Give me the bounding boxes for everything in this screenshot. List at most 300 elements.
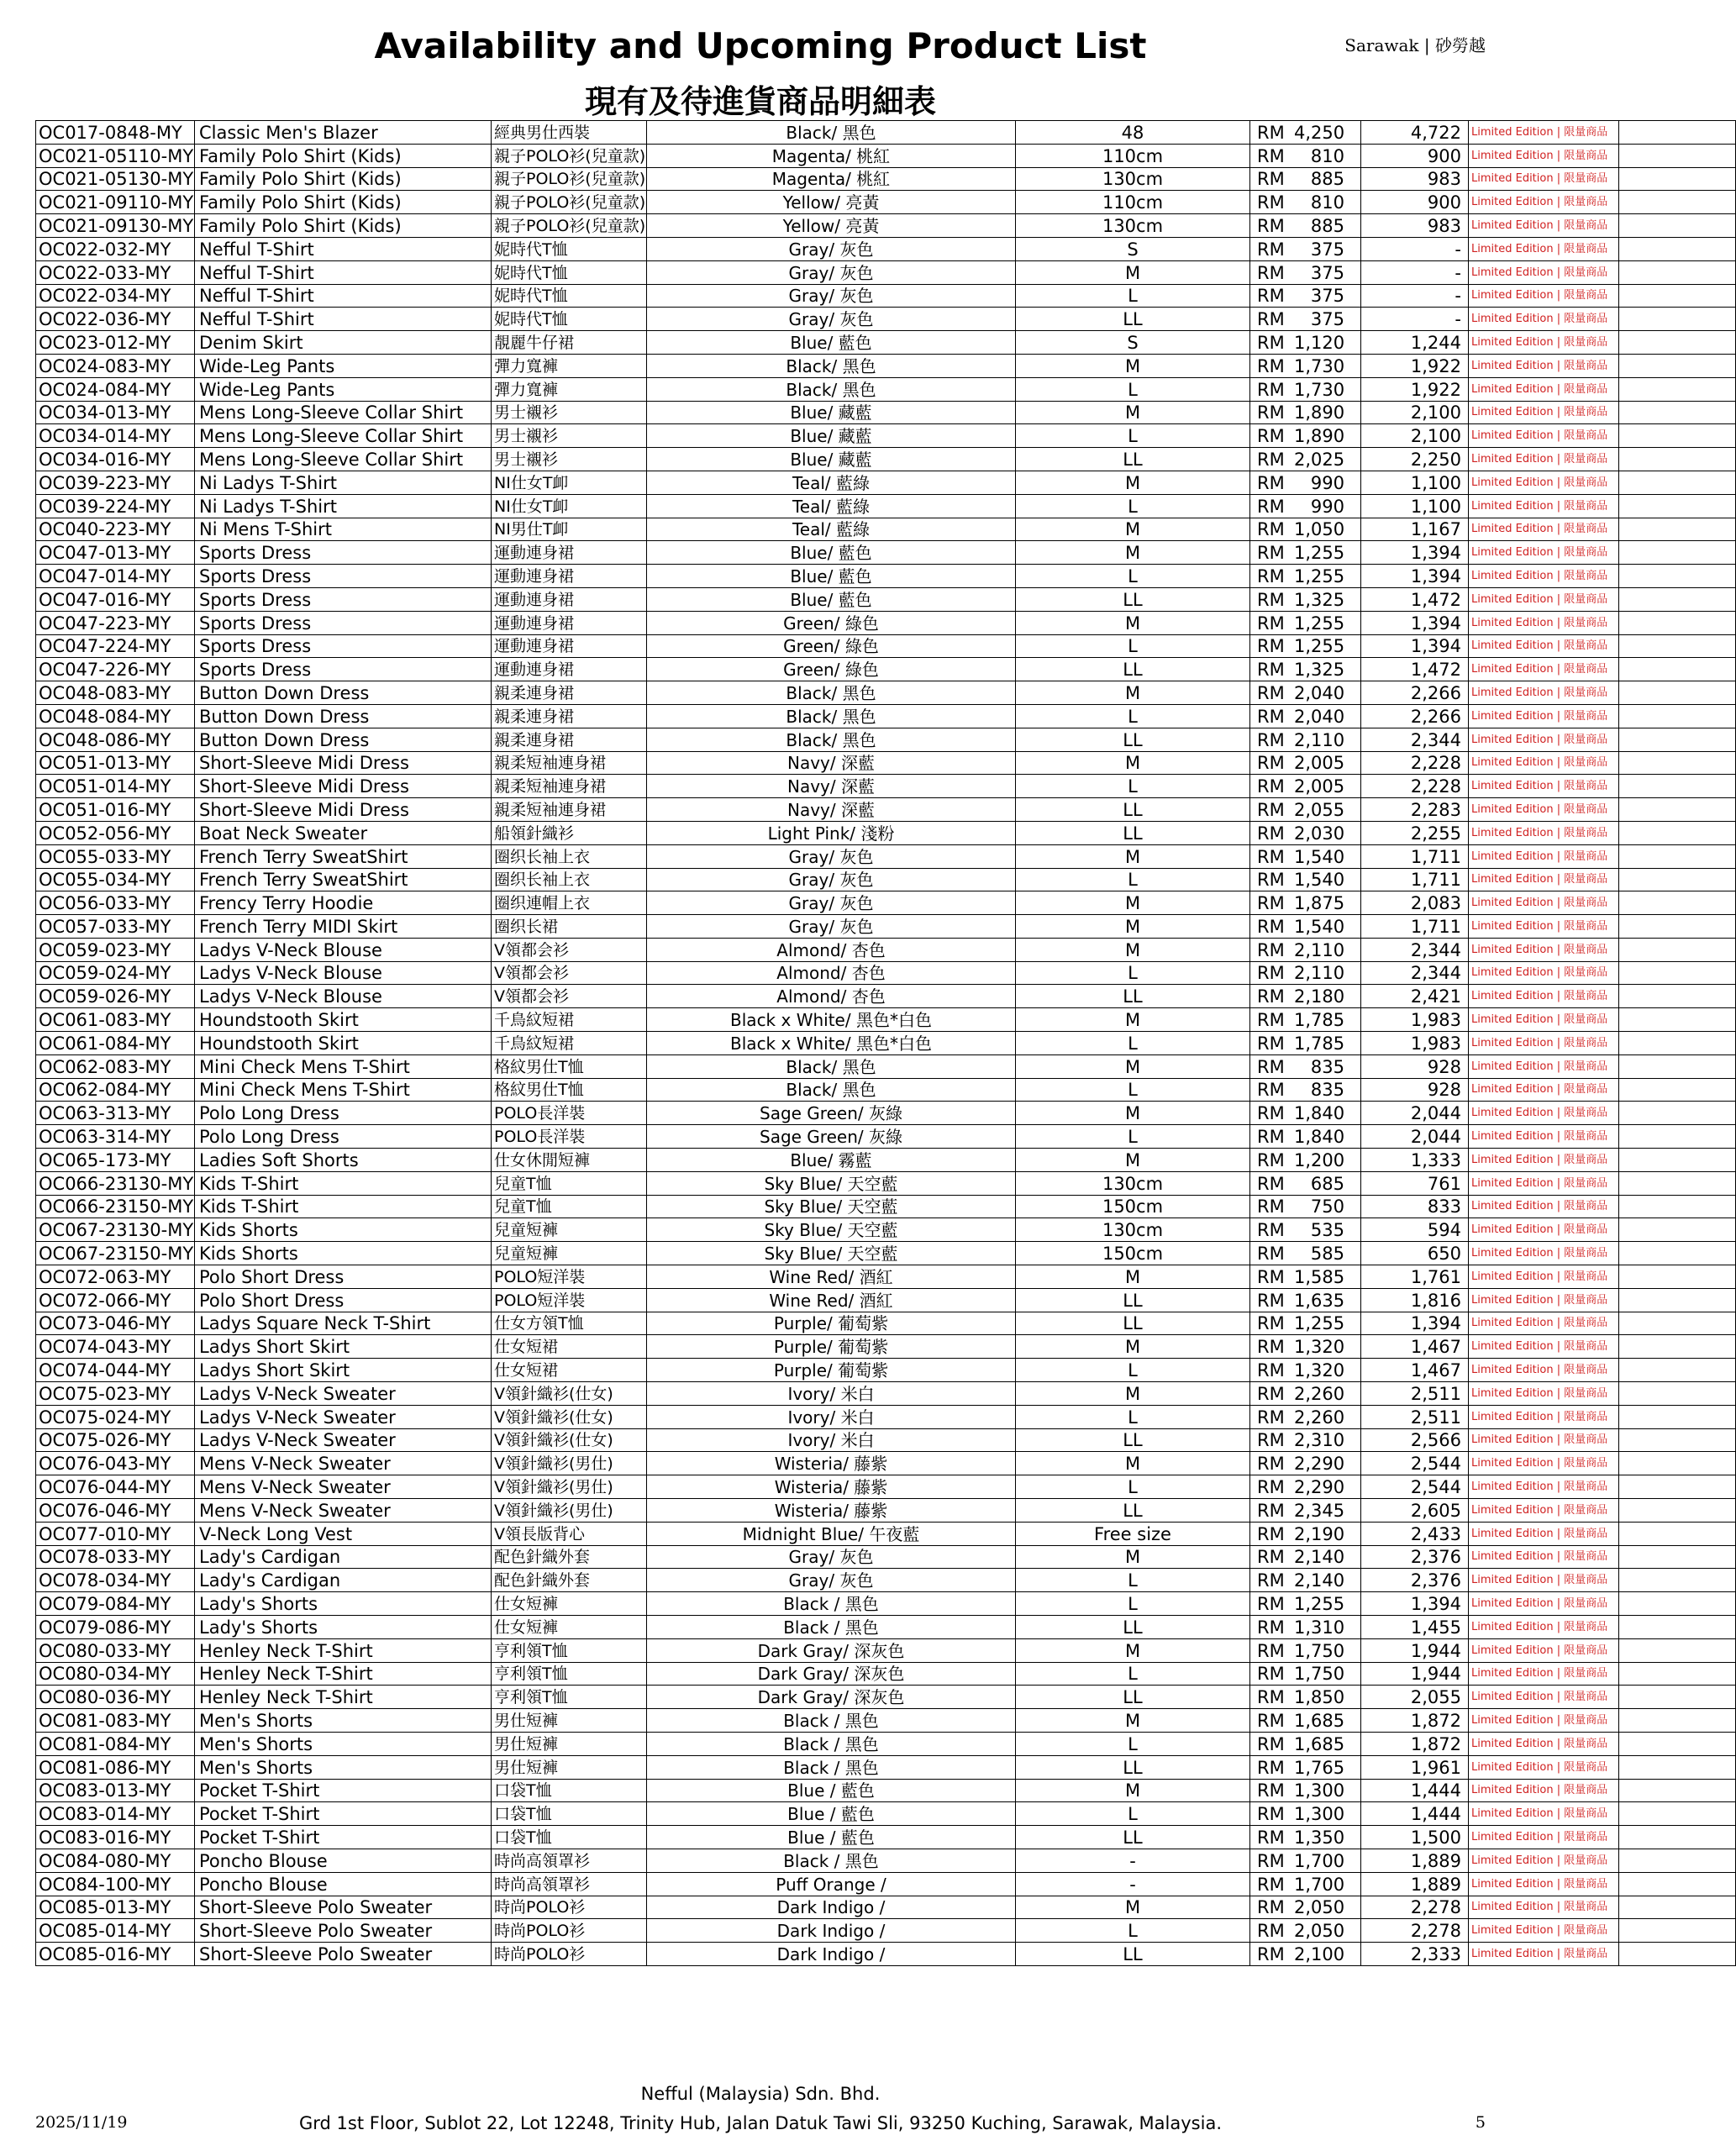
currency-label: RM [1257, 1874, 1285, 1895]
product-code: OC075-024-MY [36, 1405, 195, 1428]
table-row [36, 401, 1736, 424]
product-color: Gray/ 灰色 [647, 237, 1016, 260]
blank-cell [1619, 1545, 1736, 1569]
retail-price: 2,566 [1361, 1428, 1469, 1452]
product-color: Gray/ 灰色 [647, 891, 1016, 915]
product-size: M [1016, 1896, 1250, 1919]
blank-cell [1619, 1709, 1736, 1733]
product-name: Ladys Short Skirt [195, 1335, 492, 1359]
currency-label: RM [1257, 1290, 1285, 1311]
blank-cell [1619, 1732, 1736, 1755]
product-name: Sports Dress [195, 634, 492, 658]
product-code: OC075-023-MY [36, 1382, 195, 1406]
product-size: L [1016, 961, 1250, 985]
limited-edition-note: Limited Edition | 限量商品 [1469, 681, 1619, 705]
product-color: Sky Blue/ 天空藍 [647, 1171, 1016, 1195]
limited-edition-note: Limited Edition | 限量商品 [1469, 1475, 1619, 1499]
currency-label: RM [1257, 169, 1285, 190]
price-amount: 1,585 [1294, 1266, 1345, 1287]
price-amount: 750 [1310, 1196, 1344, 1217]
product-code: OC072-066-MY [36, 1288, 195, 1312]
price-amount: 810 [1310, 192, 1344, 213]
product-code: OC083-013-MY [36, 1779, 195, 1802]
blank-cell [1619, 424, 1736, 448]
product-code: OC048-086-MY [36, 728, 195, 751]
blank-cell [1619, 167, 1736, 191]
price-amount: 1,300 [1294, 1804, 1345, 1825]
product-name-chinese: POLO短洋裝 [492, 1288, 647, 1312]
member-price [1250, 1732, 1361, 1755]
product-size: M [1016, 1335, 1250, 1359]
limited-edition-note: Limited Edition | 限量商品 [1469, 985, 1619, 1008]
blank-cell [1619, 191, 1736, 214]
table-row [36, 1428, 1736, 1452]
product-name: Houndstooth Skirt [195, 1032, 492, 1055]
product-code: OC052-056-MY [36, 821, 195, 844]
currency-label: RM [1257, 1266, 1285, 1287]
product-name-chinese: 男士襯衫 [492, 401, 647, 424]
product-size: M [1016, 1779, 1250, 1802]
product-color: Puff Orange / [647, 1872, 1016, 1896]
blank-cell [1619, 1475, 1736, 1499]
retail-price: 4,722 [1361, 121, 1469, 145]
table-row [36, 844, 1736, 868]
table-row [36, 308, 1736, 331]
member-price [1250, 1032, 1361, 1055]
product-code: OC081-084-MY [36, 1732, 195, 1755]
currency-label: RM [1257, 613, 1285, 634]
price-amount: 1,875 [1294, 893, 1345, 914]
table-row [36, 471, 1736, 494]
limited-edition-note: Limited Edition | 限量商品 [1469, 260, 1619, 284]
product-name-chinese: 男士襯衫 [492, 448, 647, 471]
table-row [36, 1078, 1736, 1102]
currency-label: RM [1257, 1943, 1285, 1964]
table-row [36, 1054, 1736, 1078]
retail-price: 2,433 [1361, 1522, 1469, 1545]
retail-price: 1,889 [1361, 1872, 1469, 1896]
retail-price: 1,500 [1361, 1826, 1469, 1849]
blank-cell [1619, 1265, 1736, 1289]
price-amount: 375 [1310, 286, 1344, 307]
currency-label: RM [1257, 239, 1285, 260]
product-code: OC083-014-MY [36, 1802, 195, 1826]
limited-edition-note: Limited Edition | 限量商品 [1469, 1312, 1619, 1335]
product-size: L [1016, 494, 1250, 518]
product-code: OC017-0848-MY [36, 121, 195, 145]
product-code: OC059-023-MY [36, 938, 195, 961]
member-price [1250, 1242, 1361, 1265]
price-amount: 1,890 [1294, 426, 1345, 447]
currency-label: RM [1257, 1617, 1285, 1638]
limited-edition-note: Limited Edition | 限量商品 [1469, 1054, 1619, 1078]
limited-edition-note: Limited Edition | 限量商品 [1469, 658, 1619, 681]
blank-cell [1619, 1452, 1736, 1475]
currency-label: RM [1257, 1173, 1285, 1194]
product-code: OC024-083-MY [36, 354, 195, 377]
currency-label: RM [1257, 682, 1285, 703]
product-name: Ladys Short Skirt [195, 1359, 492, 1382]
product-color: Ivory/ 米白 [647, 1382, 1016, 1406]
product-code: OC022-036-MY [36, 308, 195, 331]
product-color: Magenta/ 桃紅 [647, 167, 1016, 191]
member-price [1250, 331, 1361, 355]
product-color: Gray/ 灰色 [647, 1545, 1016, 1569]
retail-price: 2,055 [1361, 1686, 1469, 1709]
blank-cell [1619, 1382, 1736, 1406]
product-code: OC079-086-MY [36, 1616, 195, 1639]
product-color: Green/ 綠色 [647, 634, 1016, 658]
product-color: Almond/ 杏色 [647, 938, 1016, 961]
table-row [36, 1452, 1736, 1475]
product-size: L [1016, 1359, 1250, 1382]
currency-label: RM [1257, 589, 1285, 610]
blank-cell [1619, 611, 1736, 634]
limited-edition-note: Limited Edition | 限量商品 [1469, 284, 1619, 308]
product-size: M [1016, 938, 1250, 961]
product-size: L [1016, 377, 1250, 401]
product-name: Pocket T-Shirt [195, 1779, 492, 1802]
member-price [1250, 541, 1361, 565]
product-code: OC048-083-MY [36, 681, 195, 705]
retail-price: 1,711 [1361, 868, 1469, 891]
table-row [36, 1616, 1736, 1639]
member-price [1250, 494, 1361, 518]
retail-price: 1,761 [1361, 1265, 1469, 1289]
table-row [36, 891, 1736, 915]
product-size: M [1016, 471, 1250, 494]
product-size: L [1016, 1919, 1250, 1943]
blank-cell [1619, 658, 1736, 681]
blank-cell [1619, 938, 1736, 961]
product-size: LL [1016, 798, 1250, 822]
product-code: OC065-173-MY [36, 1149, 195, 1172]
blank-cell [1619, 1008, 1736, 1032]
blank-cell [1619, 1218, 1736, 1242]
price-amount: 2,100 [1294, 1943, 1345, 1964]
price-amount: 990 [1310, 496, 1344, 517]
product-code: OC047-014-MY [36, 565, 195, 588]
product-size: L [1016, 1078, 1250, 1102]
limited-edition-note: Limited Edition | 限量商品 [1469, 308, 1619, 331]
retail-price: - [1361, 308, 1469, 331]
product-name: Short-Sleeve Polo Sweater [195, 1896, 492, 1919]
currency-label: RM [1257, 472, 1285, 493]
currency-label: RM [1257, 1383, 1285, 1404]
currency-label: RM [1257, 1710, 1285, 1731]
retail-price: 2,278 [1361, 1919, 1469, 1943]
member-price [1250, 260, 1361, 284]
product-name: Nefful T-Shirt [195, 260, 492, 284]
member-price [1250, 1592, 1361, 1616]
retail-price: 2,044 [1361, 1125, 1469, 1149]
product-color: Teal/ 藍綠 [647, 494, 1016, 518]
product-code: OC034-016-MY [36, 448, 195, 471]
table-row [36, 658, 1736, 681]
price-amount: 535 [1310, 1220, 1344, 1241]
price-amount: 2,140 [1294, 1570, 1345, 1591]
product-code: OC055-034-MY [36, 868, 195, 891]
price-amount: 1,050 [1294, 519, 1345, 540]
product-color: Dark Indigo / [647, 1943, 1016, 1966]
member-price [1250, 284, 1361, 308]
table-row [36, 1919, 1736, 1943]
currency-label: RM [1257, 776, 1285, 797]
blank-cell [1619, 798, 1736, 822]
product-name: Pocket T-Shirt [195, 1802, 492, 1826]
table-row [36, 1569, 1736, 1592]
retail-price: 2,344 [1361, 961, 1469, 985]
product-size: M [1016, 1054, 1250, 1078]
product-name-chinese: 仕女短裙 [492, 1359, 647, 1382]
table-row [36, 775, 1736, 798]
table-row [36, 541, 1736, 565]
product-name: Ladys V-Neck Sweater [195, 1405, 492, 1428]
product-name: Family Polo Shirt (Kids) [195, 191, 492, 214]
product-name-chinese: 時尚POLO衫 [492, 1943, 647, 1966]
price-amount: 2,290 [1294, 1454, 1345, 1475]
blank-cell [1619, 1522, 1736, 1545]
product-color: Dark Gray/ 深灰色 [647, 1662, 1016, 1686]
product-name-chinese: 靚麗牛仔裙 [492, 331, 647, 355]
price-amount: 2,180 [1294, 986, 1345, 1007]
product-name-chinese: V領都会衫 [492, 985, 647, 1008]
product-color: Sage Green/ 灰綠 [647, 1125, 1016, 1149]
product-code: OC024-084-MY [36, 377, 195, 401]
currency-label: RM [1257, 122, 1285, 143]
price-amount: 375 [1310, 262, 1344, 283]
limited-edition-note: Limited Edition | 限量商品 [1469, 775, 1619, 798]
currency-label: RM [1257, 1056, 1285, 1077]
product-name-chinese: 時尚POLO衫 [492, 1896, 647, 1919]
member-price [1250, 611, 1361, 634]
product-size: M [1016, 891, 1250, 915]
limited-edition-note: Limited Edition | 限量商品 [1469, 1849, 1619, 1872]
product-name: Short-Sleeve Midi Dress [195, 798, 492, 822]
currency-label: RM [1257, 1033, 1285, 1054]
product-name-chinese: 口袋T恤 [492, 1779, 647, 1802]
member-price [1250, 144, 1361, 167]
product-name-chinese: V領針織衫(仕女) [492, 1428, 647, 1452]
product-name-chinese: 仕女短裙 [492, 1335, 647, 1359]
retail-price: 928 [1361, 1054, 1469, 1078]
product-name-chinese: 運動連身裙 [492, 541, 647, 565]
product-name: Henley Neck T-Shirt [195, 1686, 492, 1709]
product-size: LL [1016, 1755, 1250, 1779]
product-name: French Terry MIDI Skirt [195, 915, 492, 939]
limited-edition-note: Limited Edition | 限量商品 [1469, 1171, 1619, 1195]
product-code: OC067-23150-MY [36, 1242, 195, 1265]
product-name: Ladys V-Neck Blouse [195, 985, 492, 1008]
product-code: OC051-013-MY [36, 751, 195, 775]
currency-label: RM [1257, 1220, 1285, 1241]
product-size: 48 [1016, 121, 1250, 145]
product-name-chinese: 千鳥紋短裙 [492, 1008, 647, 1032]
product-size: M [1016, 260, 1250, 284]
product-code: OC034-014-MY [36, 424, 195, 448]
retail-price: 1,100 [1361, 494, 1469, 518]
member-price [1250, 191, 1361, 214]
blank-cell [1619, 1171, 1736, 1195]
product-name-chinese: 親柔連身裙 [492, 681, 647, 705]
product-name-chinese: 兒童T恤 [492, 1171, 647, 1195]
price-amount: 1,700 [1294, 1874, 1345, 1895]
product-name: Kids Shorts [195, 1218, 492, 1242]
blank-cell [1619, 1125, 1736, 1149]
product-size: 150cm [1016, 1195, 1250, 1218]
currency-label: RM [1257, 963, 1285, 984]
product-size: - [1016, 1872, 1250, 1896]
table-row [36, 1638, 1736, 1662]
product-name: Mens Long-Sleeve Collar Shirt [195, 424, 492, 448]
product-size: M [1016, 1638, 1250, 1662]
price-amount: 2,110 [1294, 963, 1345, 984]
product-name-chinese: 男仕短褲 [492, 1732, 647, 1755]
product-size: S [1016, 331, 1250, 355]
blank-cell [1619, 1312, 1736, 1335]
product-name: Button Down Dress [195, 704, 492, 728]
limited-edition-note: Limited Edition | 限量商品 [1469, 1755, 1619, 1779]
currency-label: RM [1257, 1500, 1285, 1521]
product-name-chinese: 口袋T恤 [492, 1802, 647, 1826]
currency-label: RM [1257, 660, 1285, 681]
product-name: Frency Terry Hoodie [195, 891, 492, 915]
product-color: Light Pink/ 淺粉 [647, 821, 1016, 844]
product-code: OC047-226-MY [36, 658, 195, 681]
table-row [36, 681, 1736, 705]
product-code: OC056-033-MY [36, 891, 195, 915]
limited-edition-note: Limited Edition | 限量商品 [1469, 1125, 1619, 1149]
limited-edition-note: Limited Edition | 限量商品 [1469, 1195, 1619, 1218]
limited-edition-note: Limited Edition | 限量商品 [1469, 915, 1619, 939]
member-price [1250, 891, 1361, 915]
price-amount: 1,255 [1294, 636, 1345, 657]
limited-edition-note: Limited Edition | 限量商品 [1469, 1686, 1619, 1709]
currency-label: RM [1257, 1547, 1285, 1568]
product-code: OC067-23130-MY [36, 1218, 195, 1242]
product-name: Mini Check Mens T-Shirt [195, 1054, 492, 1078]
product-name: Men's Shorts [195, 1755, 492, 1779]
currency-label: RM [1257, 286, 1285, 307]
retail-price: 650 [1361, 1242, 1469, 1265]
limited-edition-note: Limited Edition | 限量商品 [1469, 961, 1619, 985]
product-name: Short-Sleeve Midi Dress [195, 751, 492, 775]
limited-edition-note: Limited Edition | 限量商品 [1469, 704, 1619, 728]
product-color: Black / 黑色 [647, 1616, 1016, 1639]
limited-edition-note: Limited Edition | 限量商品 [1469, 214, 1619, 238]
product-name-chinese: 親子POLO衫(兒童款) [492, 214, 647, 238]
price-amount: 1,350 [1294, 1827, 1345, 1848]
table-row [36, 494, 1736, 518]
limited-edition-note: Limited Edition | 限量商品 [1469, 1242, 1619, 1265]
product-size: L [1016, 1125, 1250, 1149]
product-code: OC040-223-MY [36, 518, 195, 541]
product-name-chinese: 仕女休閒短褲 [492, 1149, 647, 1172]
retail-price: 1,472 [1361, 658, 1469, 681]
product-name: Polo Short Dress [195, 1288, 492, 1312]
page-title: Availability and Upcoming Product List [374, 25, 1147, 66]
product-code: OC080-034-MY [36, 1662, 195, 1686]
product-size: L [1016, 1032, 1250, 1055]
product-size: M [1016, 681, 1250, 705]
retail-price: 1,922 [1361, 377, 1469, 401]
retail-price: 2,511 [1361, 1382, 1469, 1406]
product-code: OC085-016-MY [36, 1943, 195, 1966]
product-size: LL [1016, 821, 1250, 844]
currency-label: RM [1257, 1313, 1285, 1334]
table-row [36, 167, 1736, 191]
member-price [1250, 1709, 1361, 1733]
price-amount: 2,290 [1294, 1477, 1345, 1498]
limited-edition-note: Limited Edition | 限量商品 [1469, 1545, 1619, 1569]
limited-edition-note: Limited Edition | 限量商品 [1469, 751, 1619, 775]
member-price [1250, 634, 1361, 658]
retail-price: 1,467 [1361, 1335, 1469, 1359]
retail-price: 2,266 [1361, 704, 1469, 728]
table-row [36, 1218, 1736, 1242]
member-price [1250, 704, 1361, 728]
product-name: Men's Shorts [195, 1732, 492, 1755]
blank-cell [1619, 1335, 1736, 1359]
table-row [36, 1102, 1736, 1125]
table-row [36, 1545, 1736, 1569]
currency-label: RM [1257, 402, 1285, 423]
currency-label: RM [1257, 939, 1285, 960]
limited-edition-note: Limited Edition | 限量商品 [1469, 401, 1619, 424]
retail-price: 1,961 [1361, 1755, 1469, 1779]
price-amount: 1,685 [1294, 1733, 1345, 1754]
product-name-chinese: 妮時代T恤 [492, 308, 647, 331]
currency-label: RM [1257, 636, 1285, 657]
blank-cell [1619, 1802, 1736, 1826]
product-code: OC059-024-MY [36, 961, 195, 985]
product-color: Teal/ 藍綠 [647, 518, 1016, 541]
retail-price: 1,394 [1361, 1592, 1469, 1616]
blank-cell [1619, 1638, 1736, 1662]
product-name-chinese: 親子POLO衫(兒童款) [492, 191, 647, 214]
product-name: Men's Shorts [195, 1709, 492, 1733]
retail-price: 1,711 [1361, 915, 1469, 939]
price-amount: 885 [1310, 215, 1344, 236]
product-name-chinese: 船領針織衫 [492, 821, 647, 844]
limited-edition-note: Limited Edition | 限量商品 [1469, 844, 1619, 868]
product-name-chinese: 妮時代T恤 [492, 237, 647, 260]
product-color: Ivory/ 米白 [647, 1405, 1016, 1428]
product-size: L [1016, 1592, 1250, 1616]
member-price [1250, 237, 1361, 260]
product-color: Teal/ 藍綠 [647, 471, 1016, 494]
product-name-chinese: 男士襯衫 [492, 424, 647, 448]
member-price [1250, 751, 1361, 775]
limited-edition-note: Limited Edition | 限量商品 [1469, 1335, 1619, 1359]
product-size: LL [1016, 1312, 1250, 1335]
table-row [36, 191, 1736, 214]
currency-label: RM [1257, 1804, 1285, 1825]
price-amount: 835 [1310, 1080, 1344, 1101]
limited-edition-note: Limited Edition | 限量商品 [1469, 1826, 1619, 1849]
price-amount: 585 [1310, 1244, 1344, 1265]
product-size: L [1016, 1475, 1250, 1499]
table-row [36, 1499, 1736, 1523]
product-name: Mens Long-Sleeve Collar Shirt [195, 401, 492, 424]
currency-label: RM [1257, 262, 1285, 283]
product-name: Mens V-Neck Sweater [195, 1452, 492, 1475]
blank-cell [1619, 121, 1736, 145]
product-code: OC021-09110-MY [36, 191, 195, 214]
blank-cell [1619, 891, 1736, 915]
product-color: Wine Red/ 酒紅 [647, 1265, 1016, 1289]
product-name: Button Down Dress [195, 728, 492, 751]
